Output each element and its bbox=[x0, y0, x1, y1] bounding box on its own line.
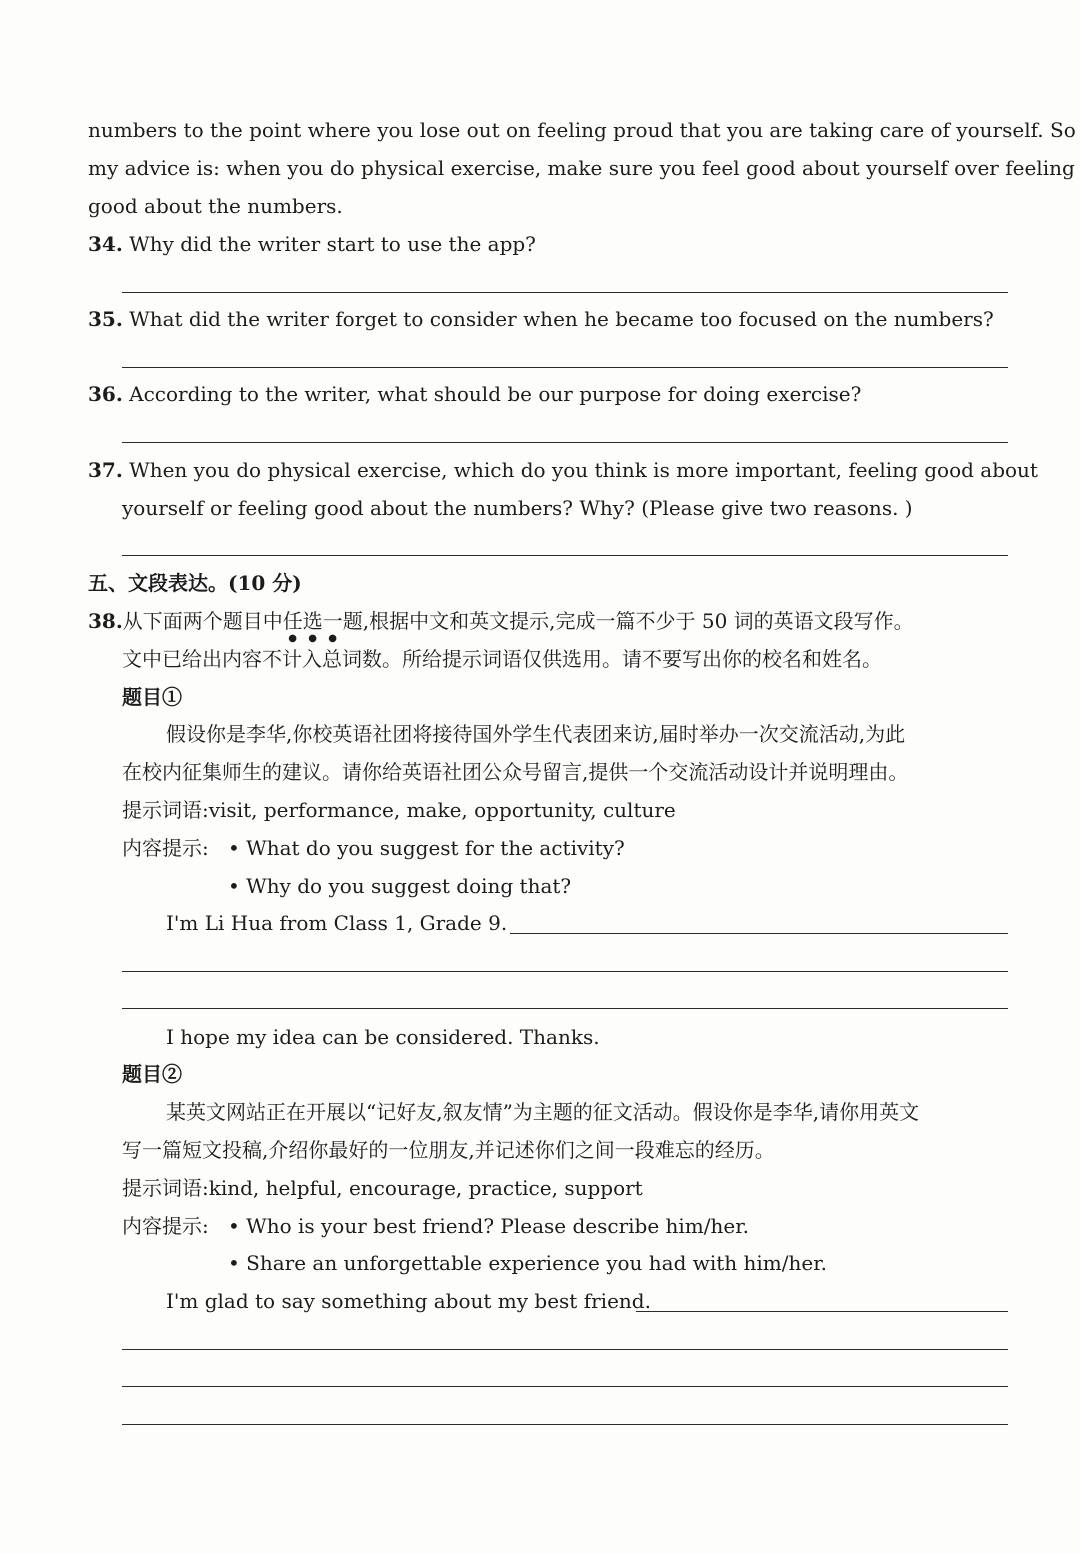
passage-line-2: my advice is: when you do physical exercise, make sure you feel good about yourself over feeling bbox=[88, 156, 1075, 180]
writing-line-1-2[interactable] bbox=[122, 971, 1008, 972]
topic-1-label: 题目① bbox=[122, 685, 182, 709]
topic-2-content-label: 内容提示: bbox=[122, 1214, 209, 1238]
question-text: According to the writer, what should be our purpose for doing exercise? bbox=[129, 382, 862, 406]
topic-1-content-label: 内容提示: bbox=[122, 836, 209, 860]
topic-2-desc-2: 写一篇短文投稿,介绍你最好的一位朋友,并记述你们之间一段难忘的经历。 bbox=[122, 1138, 775, 1162]
question-37-line-2: yourself or feeling good about the numbers? Why? (Please give two reasons. ) bbox=[122, 496, 913, 520]
q38-emphasis: 任选一 bbox=[282, 609, 343, 633]
question-text: When you do physical exercise, which do you think is more important, feeling good about bbox=[129, 458, 1038, 482]
question-36 bbox=[88, 382, 861, 406]
question-number: 37. bbox=[88, 458, 123, 482]
question-number: 34. bbox=[88, 232, 123, 256]
q38-text-post: 题,根据中文和英文提示,完成一篇不少于 50 词的英语文段写作。 bbox=[342, 609, 914, 633]
section-title: 五、文段表达。(10 分) bbox=[88, 571, 302, 595]
topic-1-end-sentence: I hope my idea can be considered. Thanks. bbox=[166, 1025, 600, 1049]
question-number: 35. bbox=[88, 307, 123, 331]
passage-line-1: numbers to the point where you lose out on feeling proud that you are taking care of yourself. So bbox=[88, 118, 1076, 142]
question-37 bbox=[88, 458, 1038, 482]
writing-line-2-1[interactable] bbox=[636, 1311, 1008, 1312]
topic-1-bullet-2: • Why do you suggest doing that? bbox=[228, 874, 572, 898]
question-text: Why did the writer start to use the app? bbox=[129, 232, 536, 256]
answer-line-35[interactable] bbox=[122, 367, 1008, 368]
topic-2-keywords: 提示词语:kind, helpful, encourage, practice, support bbox=[122, 1176, 643, 1200]
topic-1-desc-2: 在校内征集师生的建议。请你给英语社团公众号留言,提供一个交流活动设计并说明理由。 bbox=[122, 760, 909, 784]
answer-line-34[interactable] bbox=[122, 292, 1008, 293]
question-text: What did the writer forget to consider when he became too focused on the numbers? bbox=[129, 307, 994, 331]
answer-line-36[interactable] bbox=[122, 442, 1008, 443]
question-34 bbox=[88, 232, 536, 256]
q38-text-pre: 从下面两个题目中 bbox=[122, 609, 283, 633]
writing-line-2-3[interactable] bbox=[122, 1386, 1008, 1387]
passage-line-3: good about the numbers. bbox=[88, 194, 343, 218]
question-number: 36. bbox=[88, 382, 123, 406]
topic-2-bullet-1: • Who is your best friend? Please describe him/her. bbox=[228, 1214, 749, 1238]
question-38 bbox=[88, 609, 914, 644]
topic-2-start-sentence: I'm glad to say something about my best friend. bbox=[166, 1289, 651, 1313]
q38-line-2: 文中已给出内容不计入总词数。所给提示词语仅供选用。请不要写出你的校名和姓名。 bbox=[122, 647, 882, 671]
answer-line-37[interactable] bbox=[122, 555, 1008, 556]
writing-line-2-2[interactable] bbox=[122, 1349, 1008, 1350]
topic-1-desc-1: 假设你是李华,你校英语社团将接待国外学生代表团来访,届时举办一次交流活动,为此 bbox=[166, 722, 906, 746]
writing-line-2-4[interactable] bbox=[122, 1424, 1008, 1425]
topic-1-keywords: 提示词语:visit, performance, make, opportunity, culture bbox=[122, 798, 676, 822]
topic-2-bullet-2: • Share an unforgettable experience you had with him/her. bbox=[228, 1251, 827, 1275]
question-number: 38. bbox=[88, 609, 123, 633]
topic-1-start-sentence: I'm Li Hua from Class 1, Grade 9. bbox=[166, 911, 508, 935]
topic-1-bullet-1: • What do you suggest for the activity? bbox=[228, 836, 625, 860]
topic-2-label: 题目② bbox=[122, 1062, 182, 1086]
question-35 bbox=[88, 307, 994, 331]
topic-2-desc-1: 某英文网站正在开展以“记好友,叙友情”为主题的征文活动。假设你是李华,请你用英文 bbox=[166, 1100, 920, 1124]
writing-line-1-3[interactable] bbox=[122, 1008, 1008, 1009]
writing-line-1-1[interactable] bbox=[510, 933, 1008, 934]
